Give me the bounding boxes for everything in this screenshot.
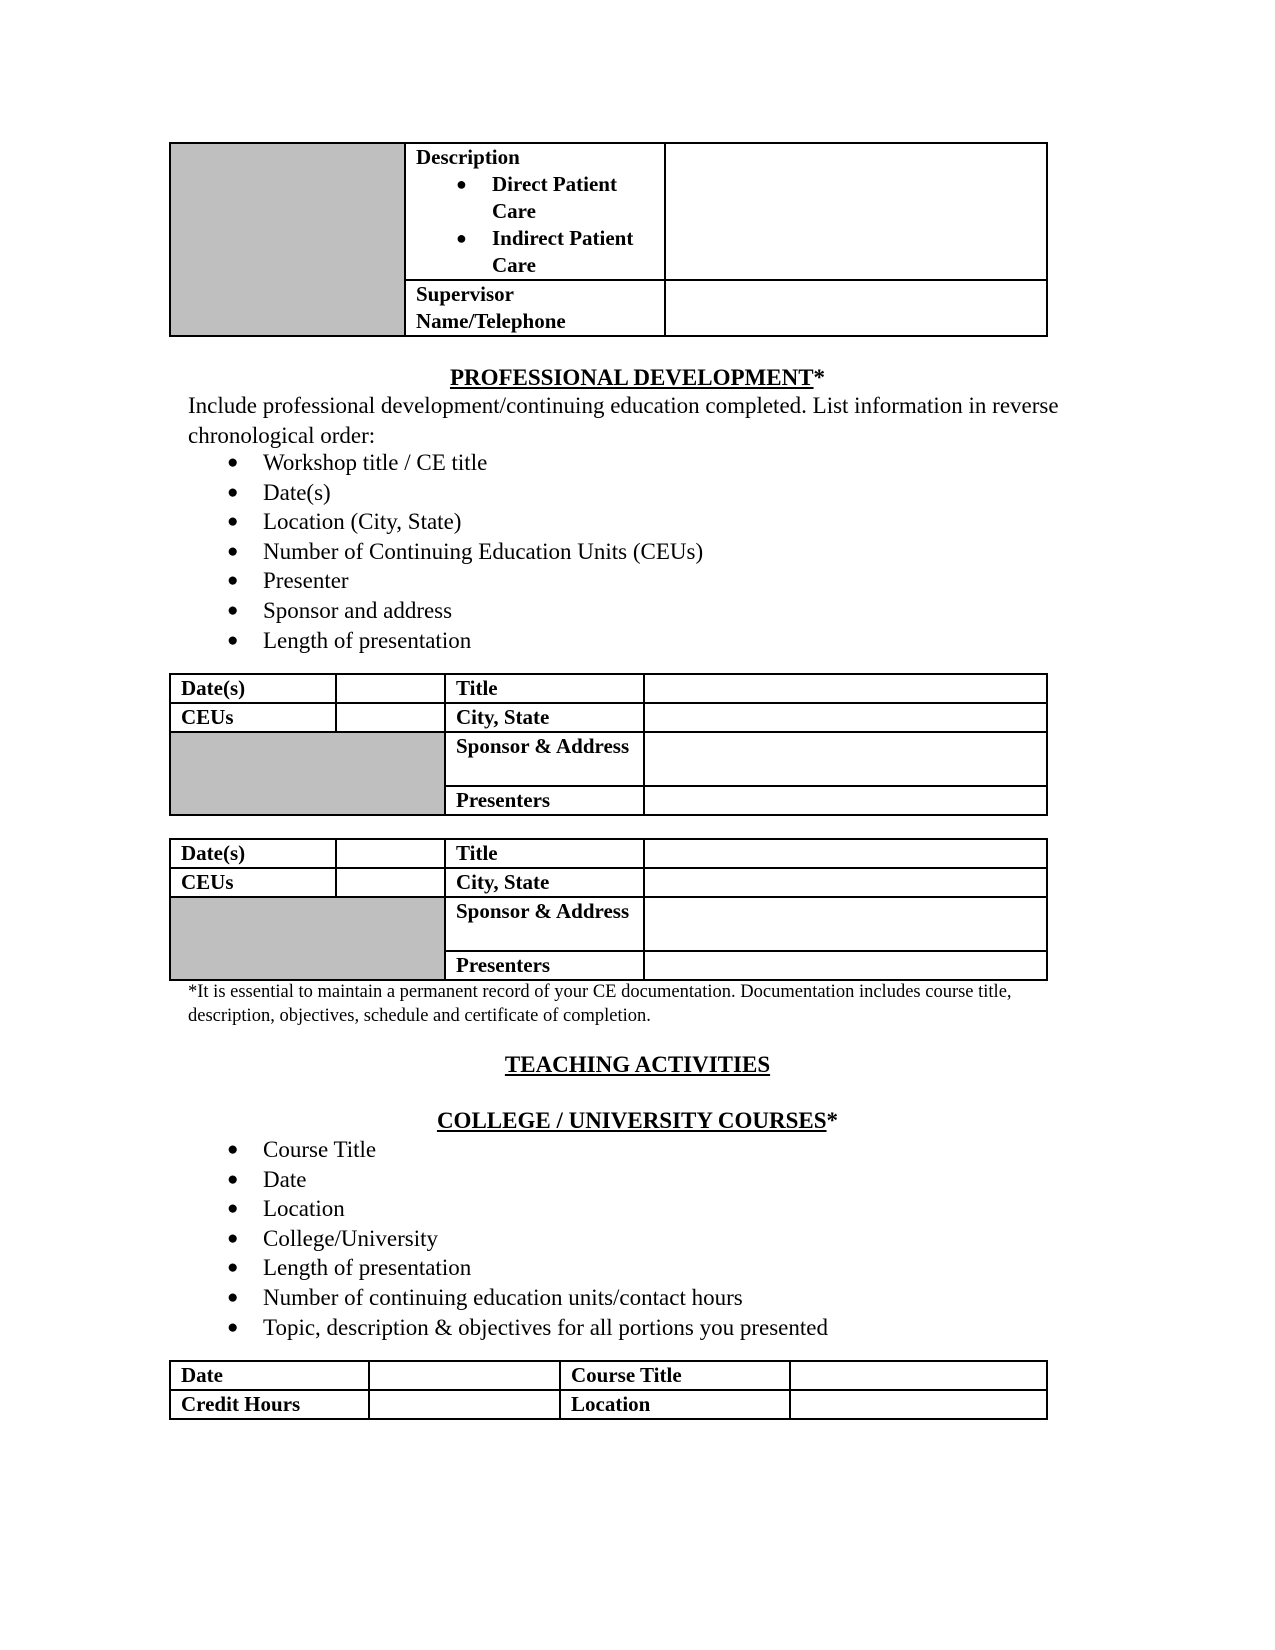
list-item: ● Length of presentation <box>188 626 703 656</box>
list-item: ● College/University <box>188 1224 828 1254</box>
list-item: ● Sponsor and address <box>188 596 703 626</box>
course-title-field[interactable] <box>790 1361 1047 1390</box>
professional-development-list <box>188 448 703 655</box>
ceus-field[interactable] <box>336 868 445 897</box>
ce-footnote: *It is essential to maintain a permanent record of your CE documentation. Documentation includes course title, description, objectives, schedule and certificate of completion. <box>188 982 1012 1026</box>
city-state-label: City, State <box>445 703 644 732</box>
shaded-cell <box>170 732 445 815</box>
list-item: ● Number of continuing education units/contact hours <box>188 1283 828 1313</box>
ceus-label: CEUs <box>170 703 336 732</box>
ceus-label: CEUs <box>170 868 336 897</box>
professional-development-heading: PROFESSIONAL DEVELOPMENT* <box>449 365 826 390</box>
date-field[interactable] <box>369 1361 560 1390</box>
sponsor-label: Sponsor & Address <box>445 897 644 951</box>
dates-label: Date(s) <box>170 839 336 868</box>
title-field[interactable] <box>644 839 1047 868</box>
list-item: ● Date <box>188 1165 828 1195</box>
presenters-label: Presenters <box>445 951 644 980</box>
ce-record-table <box>169 838 1048 981</box>
dates-label: Date(s) <box>170 674 336 703</box>
list-item: ● Workshop title / CE title <box>188 448 703 478</box>
list-item: ● Number of Continuing Education Units (CEUs) <box>188 537 703 567</box>
supervisor-value-field[interactable] <box>665 280 1047 336</box>
courses-list <box>188 1135 828 1342</box>
courses-heading: COLLEGE / UNIVERSITY COURSES* <box>436 1108 839 1133</box>
list-item: ● Location <box>188 1194 828 1224</box>
credit-hours-label: Credit Hours <box>170 1390 369 1419</box>
dates-field[interactable] <box>336 674 445 703</box>
description-item: ● Direct Patient Care <box>456 171 654 225</box>
city-state-field[interactable] <box>644 868 1047 897</box>
list-item: ● Course Title <box>188 1135 828 1165</box>
title-label: Title <box>445 839 644 868</box>
course-table <box>169 1360 1048 1420</box>
shaded-cell <box>170 143 405 336</box>
location-label: Location <box>560 1390 790 1419</box>
description-item: ● Indirect Patient Care <box>456 225 654 279</box>
list-item: ● Date(s) <box>188 478 703 508</box>
dates-field[interactable] <box>336 839 445 868</box>
course-title-label: Course Title <box>560 1361 790 1390</box>
title-label: Title <box>445 674 644 703</box>
experience-table <box>169 142 1048 337</box>
ce-record-table <box>169 673 1048 816</box>
professional-development-intro: Include professional development/continuing education completed. List information in reverse chronological order: <box>188 393 1059 448</box>
description-cell <box>405 143 665 280</box>
ceus-field[interactable] <box>336 703 445 732</box>
sponsor-field[interactable] <box>644 732 1047 786</box>
date-label: Date <box>170 1361 369 1390</box>
description-list <box>416 171 654 279</box>
presenters-label: Presenters <box>445 786 644 815</box>
list-item: ● Topic, description & objectives for all portions you presented <box>188 1313 828 1343</box>
credit-hours-field[interactable] <box>369 1390 560 1419</box>
sponsor-label: Sponsor & Address <box>445 732 644 786</box>
shaded-cell <box>170 897 445 980</box>
presenters-field[interactable] <box>644 786 1047 815</box>
description-value-field[interactable] <box>665 143 1047 280</box>
description-label: Description <box>416 145 520 169</box>
list-item: ● Presenter <box>188 566 703 596</box>
list-item: ● Length of presentation <box>188 1253 828 1283</box>
presenters-field[interactable] <box>644 951 1047 980</box>
city-state-label: City, State <box>445 868 644 897</box>
sponsor-field[interactable] <box>644 897 1047 951</box>
location-field[interactable] <box>790 1390 1047 1419</box>
list-item: ● Location (City, State) <box>188 507 703 537</box>
teaching-activities-heading: TEACHING ACTIVITIES <box>504 1052 771 1077</box>
title-field[interactable] <box>644 674 1047 703</box>
city-state-field[interactable] <box>644 703 1047 732</box>
supervisor-label: Supervisor Name/Telephone <box>405 280 665 336</box>
